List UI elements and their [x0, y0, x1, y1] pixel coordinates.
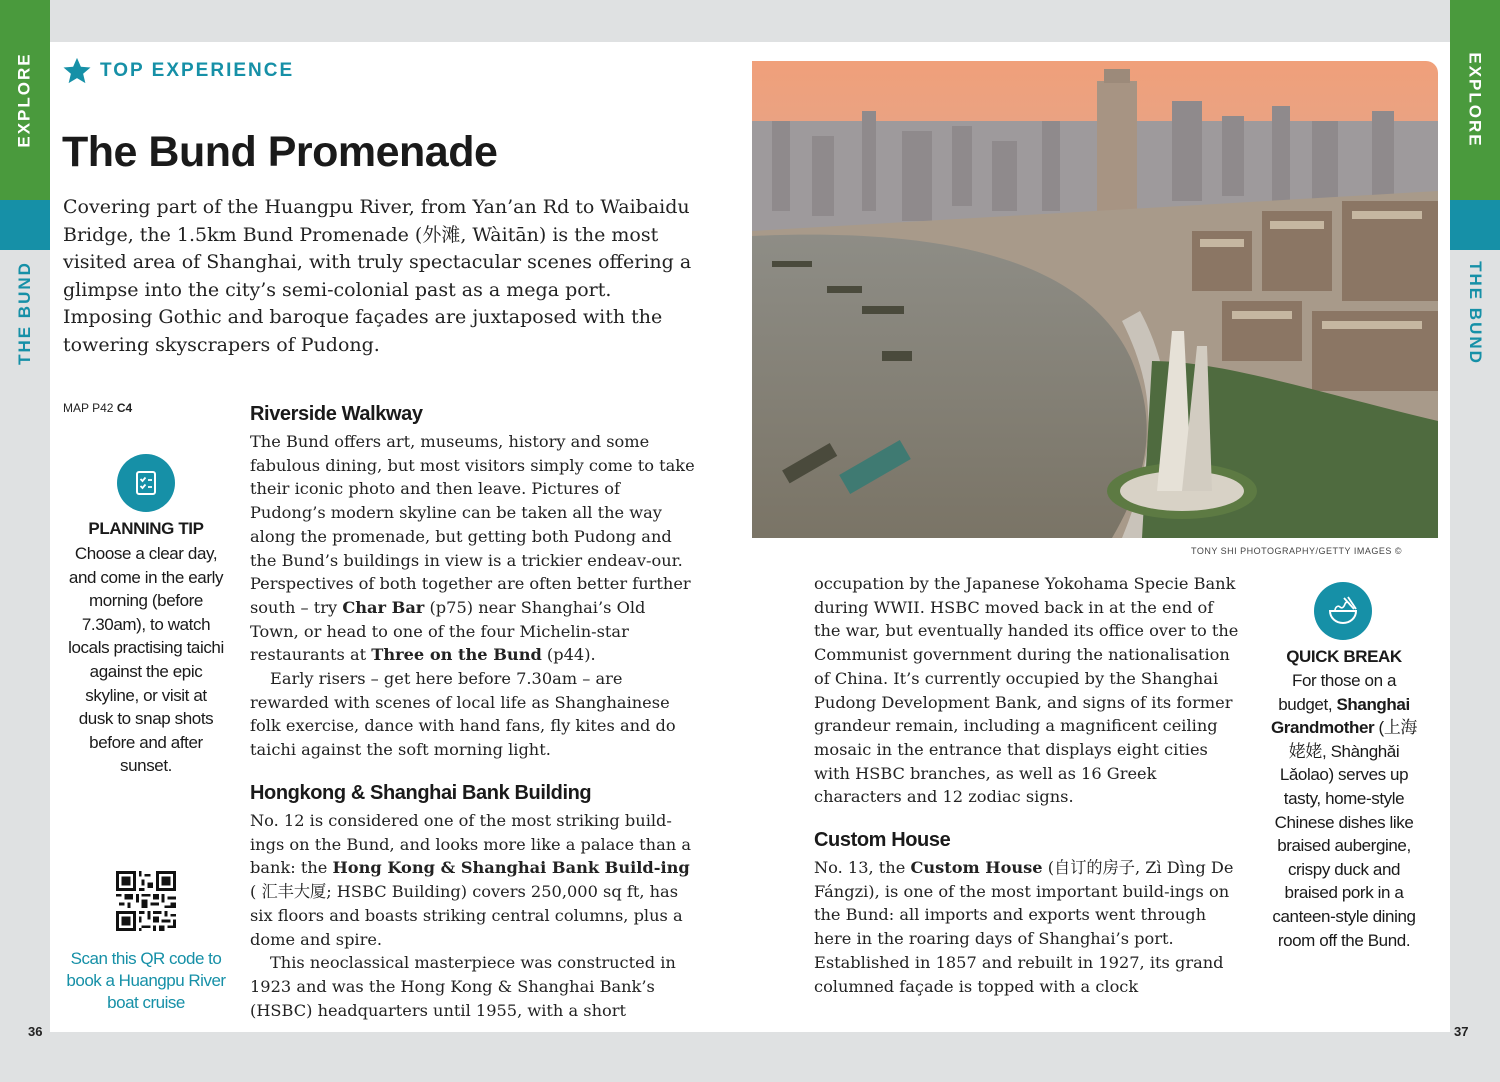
- quick-break-badge: [1314, 582, 1372, 640]
- hsbc-building-heading: Hongkong & Shanghai Bank Building: [250, 782, 592, 804]
- hsbc-paragraph-2: This neoclassical masterpiece was constructed in 1923 and was the Hong Kong & Shanghai Bank’s (HSBC) headquarters until 1955, with a short: [250, 953, 676, 1020]
- star-icon: [62, 56, 92, 86]
- riverside-paragraph-2: Early risers – get here before 7.30am – are rewarded with scenes of local life as Shanghainese folk exercise, dance with hand fans, fly kites and do taichi against the soft morning light.: [250, 669, 676, 760]
- kicker-label: TOP EXPERIENCE: [100, 60, 295, 81]
- riverside-paragraph-1: The Bund offers art, museums, history and some fabulous dining, but most visitors simply come to take their iconic photo and then leave. Pictures of Pudong’s modern skyline can be taken all the way along the promenade, but getting both Pudong and the Bund’s buildings in view is a trickier endeav-our. Perspectives of both together are often better further south – try Char Bar (p75) near Shanghai’s Old Town, or head to one of the four Michelin-star restaurants at Three on the Bund (p44).: [250, 432, 695, 665]
- planning-tip-heading: PLANNING TIP: [88, 519, 204, 538]
- top-experience-kicker: [62, 56, 294, 86]
- three-on-the-bund-link[interactable]: Three on the Bund: [371, 645, 542, 665]
- page-number-right: 37: [1454, 1024, 1469, 1039]
- page-title: The Bund Promenade: [62, 128, 498, 176]
- hsbc-building-link[interactable]: Hong Kong & Shanghai Bank Build-ing: [332, 858, 690, 878]
- left-section-tab-label: EXPLORE: [15, 52, 34, 148]
- riverside-walkway-heading: Riverside Walkway: [250, 403, 423, 425]
- right-subsection-band: [1450, 200, 1500, 250]
- intro-paragraph: Covering part of the Huangpu River, from Yan’an Rd to Waibaidu Bridge, the 1.5km Bund Promenade (外滩, Wàitān) is the most visited area of Shanghai, with truly spectacular scenes offering a glimpse into the city’s semi-colonial past as a mega port. Imposing Gothic and baroque façades are juxtaposed with the towering skyscrapers of Pudong.: [63, 196, 692, 356]
- planning-tip-text: Choose a clear day, and come in the early morning (before 7.30am), to watch locals practising taichi against the epic skyline, or visit at dusk to snap shots before and after sunset.: [68, 544, 224, 776]
- qr-code-icon[interactable]: [116, 871, 176, 931]
- custom-house-paragraph: No. 13, the Custom House (自订的房子, Zì Dìng De Fángzi), is one of the most important build-ings on the Bund: all imports and exports went through here in the roaring days of Shanghai’s port. Established in 1857 and rebuilt in 1927, its grand columned façade is topped with a clock: [814, 858, 1234, 996]
- quick-break-text: For those on a budget, Shanghai Grandmother (上海姥姥, Shànghǎi Lǎolao) serves up tasty, home-style Chinese dishes like braised aubergine, crispy duck and braised pork in a canteen-style dining room off the Bund.: [1270, 671, 1418, 950]
- left-subsection-tab-label: THE BUND: [15, 260, 34, 365]
- riverside-walkway-body: [250, 430, 696, 762]
- char-bar-link[interactable]: Char Bar: [342, 597, 425, 617]
- hsbc-building-body: [250, 809, 696, 1022]
- custom-house-heading: Custom House: [814, 829, 951, 851]
- hsbc-continued-body: [814, 572, 1244, 809]
- quick-break-heading: QUICK BREAK: [1286, 647, 1402, 666]
- planning-tip-badge: [117, 454, 175, 512]
- hsbc-paragraph-2-continued: occupation by the Japanese Yokohama Specie Bank during WWII. HSBC moved back in at the end of the war, but eventually handed its office over to the Communist government during the nationalisation of China. It’s currently occupied by the Shanghai Pudong Development Bank, and signs of its former grandeur remain, including a magnificent ceiling mosaic in the entrance that displays eight cities with HSBC branches, as well as 16 Greek characters and 12 zodiac signs.: [814, 574, 1239, 807]
- left-subsection-band: [0, 200, 50, 250]
- map-reference-grid: C4: [116, 401, 133, 415]
- right-section-tab-label: EXPLORE: [1466, 52, 1485, 148]
- photo-credit: TONY SHI PHOTOGRAPHY/GETTY IMAGES ©: [1190, 546, 1402, 556]
- hsbc-paragraph-1: No. 12 is considered one of the most striking build-ings on the Bund, and looks more like a palace than a bank: the Hong Kong & Shanghai Bank Build-ing ( 汇丰大厦; HSBC Building) covers 250,000 sq ft, has six floors and boasts striking central columns, plus a dome and spire.: [250, 811, 691, 949]
- custom-house-body: [814, 856, 1244, 998]
- left-subsection-tab[interactable]: [0, 250, 50, 375]
- page-number-left: 36: [28, 1024, 43, 1039]
- map-reference[interactable]: [63, 401, 132, 415]
- map-reference-page: MAP P42: [63, 401, 114, 415]
- left-section-tab[interactable]: [0, 0, 50, 200]
- noodle-bowl-icon: [1326, 594, 1360, 628]
- shanghai-grandmother-link[interactable]: Shanghai Grandmother: [1270, 694, 1410, 738]
- right-subsection-tab-label: THE BUND: [1466, 260, 1485, 365]
- qr-caption[interactable]: Scan this QR code to book a Huangpu River boat cruise: [66, 949, 226, 1012]
- right-section-tab[interactable]: [1450, 0, 1500, 200]
- checklist-icon: [131, 468, 161, 498]
- right-subsection-tab[interactable]: [1450, 250, 1500, 375]
- bund-aerial-photo: [752, 61, 1438, 538]
- custom-house-link[interactable]: Custom House: [910, 858, 1043, 877]
